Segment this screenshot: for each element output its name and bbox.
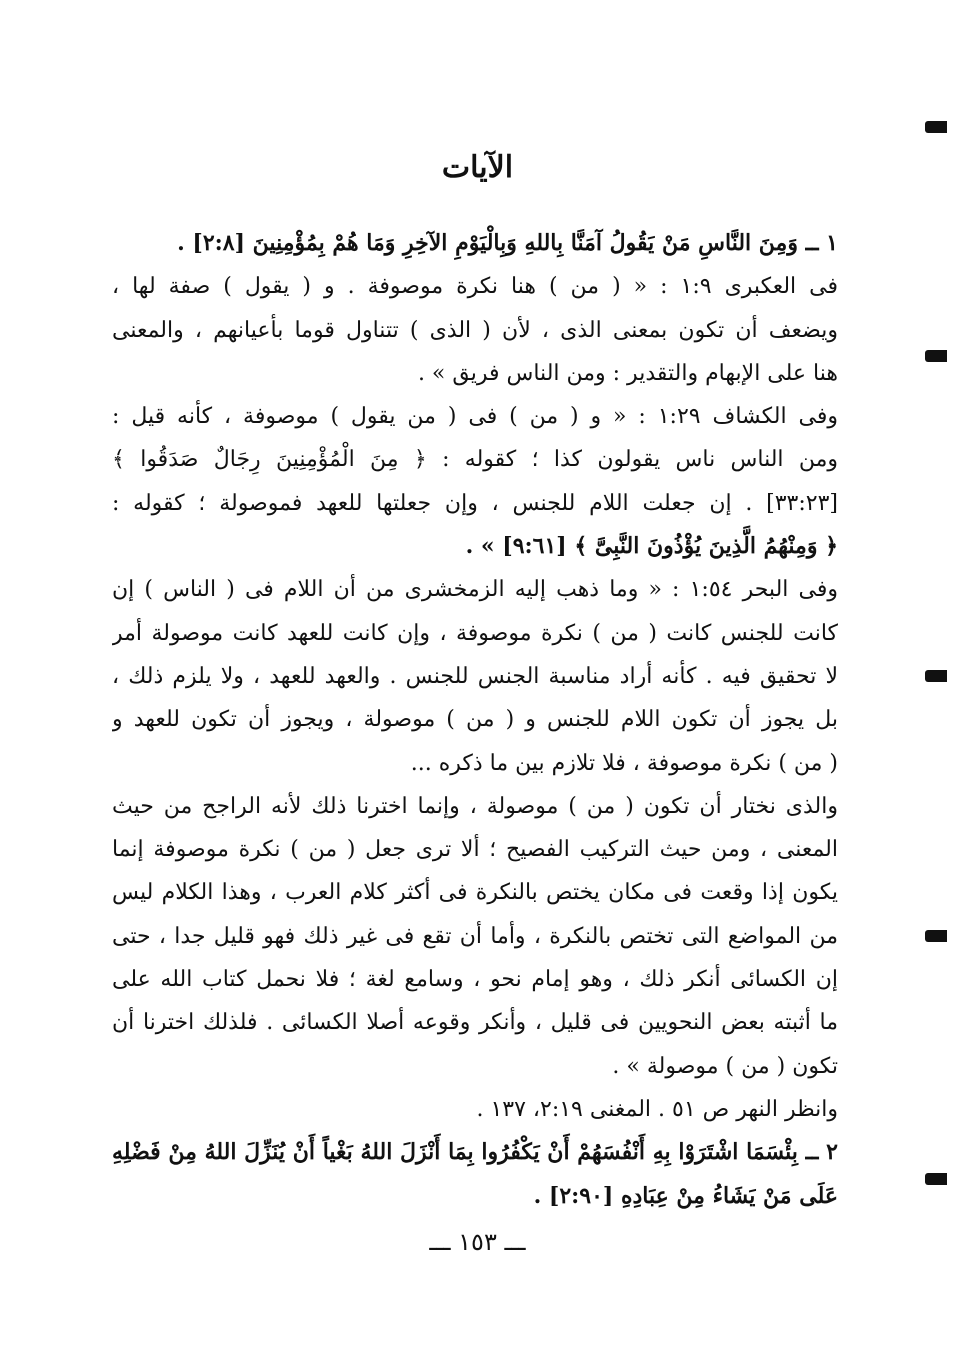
text-line: ﴿ وَمِنْهُمُ الَّذِينَ يُؤْذُونَ النَّبِىَّ ﴾ [٩:٦١] » .: [465, 533, 838, 560]
text-line: وفى البحر ١:٥٤ : « وما ذهب إليه الزمخشرى من أن اللام فى ( الناس ) إن: [112, 577, 838, 603]
text-line: فى العكبرى ١:٩ : « ( من ) هنا نكرة موصوفة . و ( يقول ) صفة لها ،: [112, 274, 838, 300]
body-text: [112, 222, 838, 1218]
text-line: ٢ ــ بِئْسَمَا اشْتَرَوْا بِهِ أَنْفُسَهُمْ أَنْ يَكْفُرُوا بِمَا أَنْزَلَ اللهُ بَغْياً أَنْ يُنَزِّلَ اللهُ مِنْ فَضْلِهِ: [112, 1139, 838, 1166]
margin-mark: [925, 1173, 947, 1185]
text-line: يكون إذا وقعت فى مكان يختص بالنكرة فى أكثر كلام العرب ، وهذا الكلام ليس: [112, 880, 838, 906]
text-line: ومن الناس ناس يقولون كذا ؛ كقوله : ﴿ مِنَ الْمُؤْمِنِينَ رِجَالٌ صَدَقُوا ﴾: [112, 447, 838, 473]
margin-mark: [925, 670, 947, 682]
page-number: ـــ ١٥٣ ـــ: [429, 1228, 526, 1256]
text-line: وانظر النهر ص ٥١ . المغنى ٢:١٩، ١٣٧ .: [476, 1096, 838, 1122]
margin-mark: [925, 930, 947, 942]
text-line: المعنى ، ومن حيث التركيب الفصيح ؛ ألا ترى جعل ( من ) نكرة موصوفة إنما: [112, 837, 838, 863]
text-line: هنا على الإبهام والتقدير : ومن الناس فريق » .: [417, 360, 838, 386]
text-line: تكون ( من ) موصولة » .: [612, 1053, 838, 1079]
text-line: لا تحقيق فيه . كأنه أراد مناسبة الجنس للجنس . والعهد للعهد ، ولا يلزم ذلك ،: [112, 663, 838, 689]
text-line: وفى الكشاف ١:٢٩ : « و ( من ) فى ( من يقول ) موصوفة ، كأنه قيل :: [112, 404, 838, 430]
text-line: ١ ــ وَمِنَ النَّاسِ مَنْ يَقُولُ آمَنَّا بِاللهِ وَبِالْيَوْمِ الآخِرِ وَمَا هُمْ بِمُؤْمِنِينَ [٢:٨] .: [177, 230, 838, 256]
text-line: [٣٣:٢٣] . إن جعلت اللام للجنس ، وإن جعلتها للعهد فموصولة ؛ كقوله :: [112, 490, 838, 516]
text-line: ما أثبته بعض النحويين فى قليل ، وأنكر وقوعه أصلا الكسائى . فلذلك اخترنا أن: [112, 1010, 838, 1036]
text-line: بل يجوز أن تكون اللام للجنس و ( من ) موصولة ، ويجوز أن تكون للعهد و: [112, 707, 838, 733]
text-line: ويضعف أن تكون بمعنى الذى ، لأن ( الذى ) تتناول قوما بأعيانهم ، والمعنى: [112, 317, 838, 343]
text-line: إن الكسائى أنكر ذلك ، وهو إمام نحو ، وسامع لغة ؛ فلا نحمل كتاب الله على: [112, 967, 838, 993]
text-line: والذى نختار أن تكون ( من ) موصولة ، وإنما اخترنا ذلك لأنه الراجح من حيث: [112, 793, 838, 819]
text-line: ( من ) نكرة موصوفة ، فلا تلازم بين ما ذكره ...: [410, 750, 838, 776]
text-line: عَلَى مَنْ يَشَاءُ مِنْ عِبَادِهِ [٢:٩٠] .: [533, 1182, 838, 1209]
margin-mark: [925, 121, 947, 133]
page-title: الآيات: [441, 150, 514, 185]
text-line: كانت للجنس كانت ( من ) نكرة موصوفة ، وإن كانت للعهد كانت موصولة أمر: [112, 620, 838, 646]
margin-mark: [925, 350, 947, 362]
text-line: من المواضع التى تختص بالنكرة ، وأما أن تقع فى غير ذلك فهو قليل جدا ، حتى: [112, 923, 838, 949]
